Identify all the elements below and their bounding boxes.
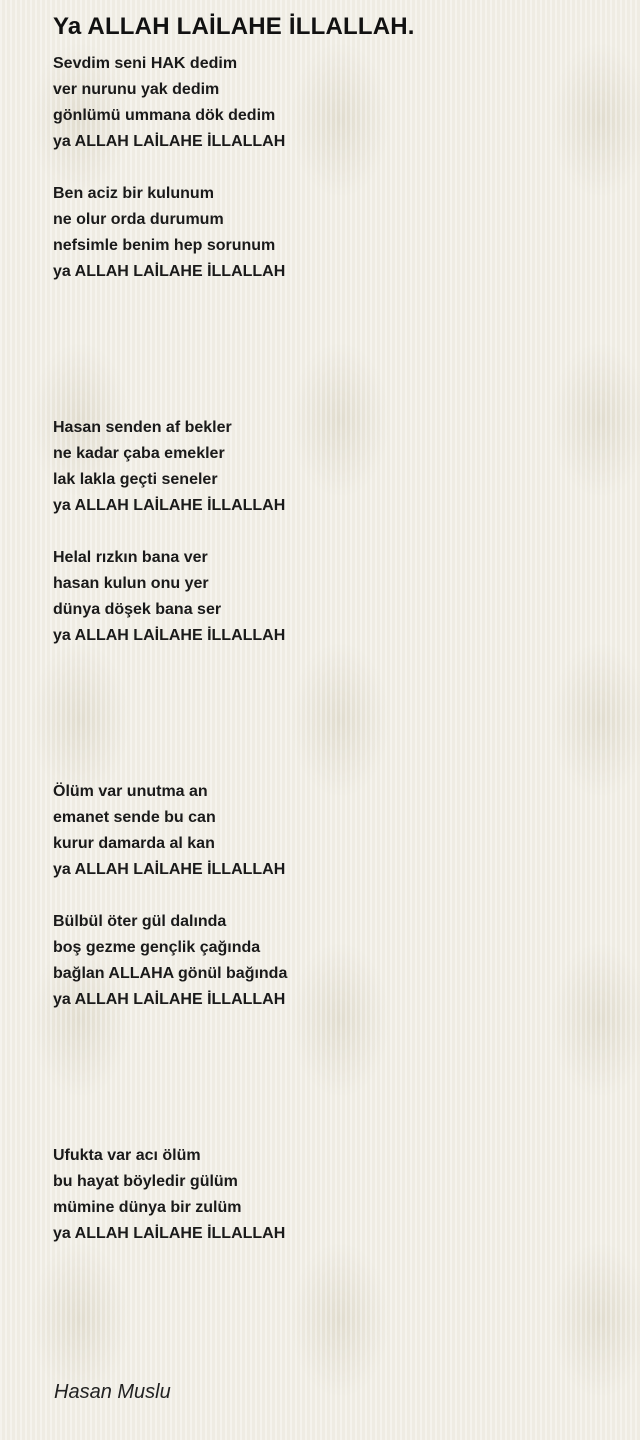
poem-line: mümine dünya bir zulüm bbox=[53, 1199, 242, 1216]
poem-line: ya ALLAH LAİLAHE İLLALLAH bbox=[53, 627, 286, 644]
stanza-3 bbox=[53, 415, 287, 519]
poem-line: ya ALLAH LAİLAHE İLLALLAH bbox=[53, 861, 286, 878]
stanza-spacer bbox=[53, 649, 287, 779]
stanza-spacer bbox=[53, 1013, 287, 1143]
stanza-6 bbox=[53, 909, 287, 1013]
stanza-4 bbox=[53, 545, 287, 649]
stanza-spacer bbox=[53, 155, 287, 181]
poem-line: ya ALLAH LAİLAHE İLLALLAH bbox=[53, 263, 286, 280]
poem-line: Sevdim seni HAK dedim bbox=[53, 55, 238, 72]
poem-line: ya ALLAH LAİLAHE İLLALLAH bbox=[53, 991, 286, 1008]
poem-line: ne kadar çaba emekler bbox=[53, 445, 225, 462]
poem-body bbox=[53, 51, 287, 1247]
stanza-1 bbox=[53, 51, 287, 155]
poem-line: ne olur orda durumum bbox=[53, 211, 224, 228]
poem-line: gönlümü ummana dök dedim bbox=[53, 107, 276, 124]
poem-line: ya ALLAH LAİLAHE İLLALLAH bbox=[53, 1225, 286, 1242]
poem-title: Ya ALLAH LAİLAHE İLLALLAH. bbox=[53, 13, 415, 40]
stanza-7 bbox=[53, 1143, 287, 1247]
poem-line: bağlan ALLAHA gönül bağında bbox=[53, 965, 288, 982]
poem-line: Bülbül öter gül dalında bbox=[53, 913, 227, 930]
poem-line: Helal rızkın bana ver bbox=[53, 549, 208, 566]
poem-line: ya ALLAH LAİLAHE İLLALLAH bbox=[53, 133, 286, 150]
poem-line: lak lakla geçti seneler bbox=[53, 471, 218, 488]
stanza-spacer bbox=[53, 519, 287, 545]
poem-line: kurur damarda al kan bbox=[53, 835, 215, 852]
poem-line: ya ALLAH LAİLAHE İLLALLAH bbox=[53, 497, 286, 514]
stanza-2 bbox=[53, 181, 287, 285]
poem-line: emanet sende bu can bbox=[53, 809, 216, 826]
poem-line: boş gezme gençlik çağında bbox=[53, 939, 261, 956]
poem-line: dünya döşek bana ser bbox=[53, 601, 222, 618]
poem-line: bu hayat böyledir gülüm bbox=[53, 1173, 238, 1190]
poem-line: nefsimle benim hep sorunum bbox=[53, 237, 276, 254]
poem-line: Ben aciz bir kulunum bbox=[53, 185, 214, 202]
stanza-spacer bbox=[53, 883, 287, 909]
author-name: Hasan Muslu bbox=[54, 1381, 171, 1403]
poem-line: Hasan senden af bekler bbox=[53, 419, 232, 436]
poem-line: ver nurunu yak dedim bbox=[53, 81, 220, 98]
poem-line: hasan kulun onu yer bbox=[53, 575, 209, 592]
poem-line: Ufukta var acı ölüm bbox=[53, 1147, 201, 1164]
stanza-5 bbox=[53, 779, 287, 883]
poem-line: Ölüm var unutma an bbox=[53, 783, 208, 800]
stanza-spacer bbox=[53, 285, 287, 415]
